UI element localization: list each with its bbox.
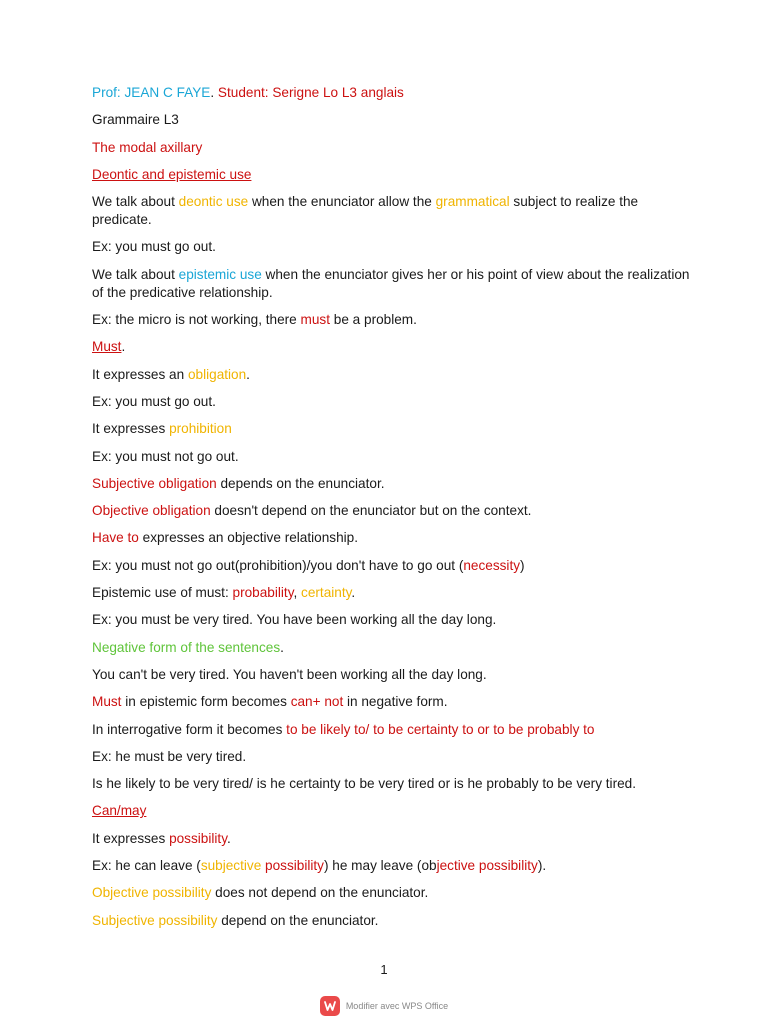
text-segment: doesn't depend on the enunciator but on the context. (210, 503, 532, 519)
text-segment: Subjective obligation (92, 475, 217, 491)
text-segment: depends on the enunciator. (216, 475, 385, 491)
text-segment: jective possibility (436, 858, 538, 874)
text-segment: possibility (169, 830, 227, 846)
text-segment: when the enunciator gives her or his point of view about the realization of the predicative relationship. (92, 266, 690, 300)
text-segment: Ex: you must not go out(prohibition)/you don't have to go out ( (92, 557, 464, 573)
paragraph (92, 802, 692, 820)
text-segment: Deontic and epistemic use (92, 166, 252, 182)
text-segment: deontic use (178, 194, 249, 210)
wps-edit-label: Modifier avec WPS Office (345, 1001, 449, 1011)
paragraph (92, 475, 692, 493)
paragraph (92, 139, 692, 157)
paragraph (92, 266, 692, 302)
text-segment: obligation (187, 366, 247, 382)
text-segment: prohibition (169, 421, 232, 437)
text-segment: Ex: you must not go out. (92, 448, 239, 464)
text-segment: You can't be very tired. You haven't been working all the day long. (92, 666, 487, 682)
paragraph (92, 857, 692, 875)
paragraph (92, 748, 692, 766)
text-segment: Is he likely to be very tired/ is he certainty to be very tired or is he probably to be very tired. (92, 776, 637, 792)
paragraph (92, 448, 692, 466)
text-segment: ) (520, 557, 525, 573)
text-segment: Prof: JEAN C FAYE (92, 85, 211, 100)
text-segment: . (121, 339, 126, 355)
paragraph (92, 338, 692, 356)
text-segment: . (226, 830, 231, 846)
wps-edit-link[interactable] (0, 996, 768, 1016)
text-segment: be a problem. (330, 312, 417, 328)
paragraph (92, 420, 692, 438)
text-segment: . (246, 366, 250, 382)
text-segment: Ex: he can leave ( (92, 858, 201, 874)
paragraph (92, 830, 692, 848)
text-segment: expresses an objective relationship. (138, 530, 358, 546)
text-segment: in negative form. (343, 694, 448, 710)
paragraph (92, 366, 692, 384)
paragraph (92, 693, 692, 711)
paragraph (92, 84, 692, 102)
paragraph (92, 721, 692, 739)
paragraph (92, 238, 692, 256)
text-segment: ). (537, 858, 547, 874)
paragraph (92, 557, 692, 575)
text-segment: necessity (463, 557, 521, 573)
text-segment: does not depend on the enunciator. (211, 885, 429, 901)
paragraph (92, 393, 692, 411)
text-segment: subject to realize the predicate. (92, 194, 639, 228)
paragraph (92, 111, 692, 129)
paragraph (92, 884, 692, 902)
text-segment: Ex: he must be very tired. (92, 748, 247, 764)
text-segment: , (293, 585, 302, 601)
paragraph (92, 193, 692, 229)
text-segment: probability (232, 585, 294, 601)
text-segment: ) he may leave (ob (323, 858, 437, 874)
text-segment: when the enunciator allow the (248, 194, 436, 210)
paragraph (92, 611, 692, 629)
text-segment: Subjective possibility (92, 912, 218, 928)
text-segment: It expresses (92, 830, 170, 846)
text-segment: Epistemic use of must: (92, 585, 233, 601)
text-segment: Grammaire L3 (92, 112, 179, 128)
text-segment: Ex: you must go out. (92, 393, 216, 409)
text-segment: Objective possibility (92, 885, 212, 901)
paragraph (92, 502, 692, 520)
text-segment: . (210, 85, 218, 100)
text-segment: We talk about (92, 266, 179, 282)
text-segment: depend on the enunciator. (217, 912, 379, 928)
paragraph (92, 639, 692, 657)
page-number: 1 (380, 962, 388, 977)
text-segment: must (300, 312, 330, 328)
text-segment: Can/may (92, 803, 147, 819)
text-segment: Objective obligation (92, 503, 211, 519)
text-segment: Negative form of the sentences (92, 639, 281, 655)
paragraph (92, 775, 692, 793)
text-segment: subjective (200, 858, 262, 874)
paragraph (92, 584, 692, 602)
text-segment: . (351, 585, 356, 601)
paragraph (92, 166, 692, 184)
text-segment: Ex: the micro is not working, there (92, 312, 301, 328)
text-segment: Ex: you must go out. (92, 239, 216, 255)
text-segment: to be likely to/ to be certainty to or to be probably to (286, 721, 595, 737)
paragraph (92, 311, 692, 329)
text-segment: Must (92, 339, 122, 355)
text-segment: in epistemic form becomes (121, 694, 291, 710)
text-segment: . (280, 639, 284, 655)
wps-office-logo-icon (320, 996, 340, 1016)
text-segment: It expresses an (92, 366, 188, 382)
text-segment: possibility (261, 858, 324, 874)
paragraph (92, 529, 692, 547)
text-segment: certainty (301, 585, 352, 601)
document-body (92, 84, 692, 939)
text-segment: grammatical (435, 194, 510, 210)
paragraph (92, 912, 692, 930)
text-segment: can+ not (290, 694, 344, 710)
text-segment: Have to (92, 530, 139, 546)
paragraph (92, 666, 692, 684)
text-segment: In interrogative form it becomes (92, 721, 287, 737)
text-segment: Must (92, 694, 122, 710)
text-segment: We talk about (92, 194, 179, 210)
text-segment: epistemic use (178, 266, 262, 282)
text-segment: Student: Serigne Lo L3 anglais (217, 85, 404, 100)
text-segment: It expresses (92, 421, 170, 437)
text-segment: Ex: you must be very tired. You have been working all the day long. (92, 612, 497, 628)
text-segment: The modal axillary (92, 139, 203, 155)
